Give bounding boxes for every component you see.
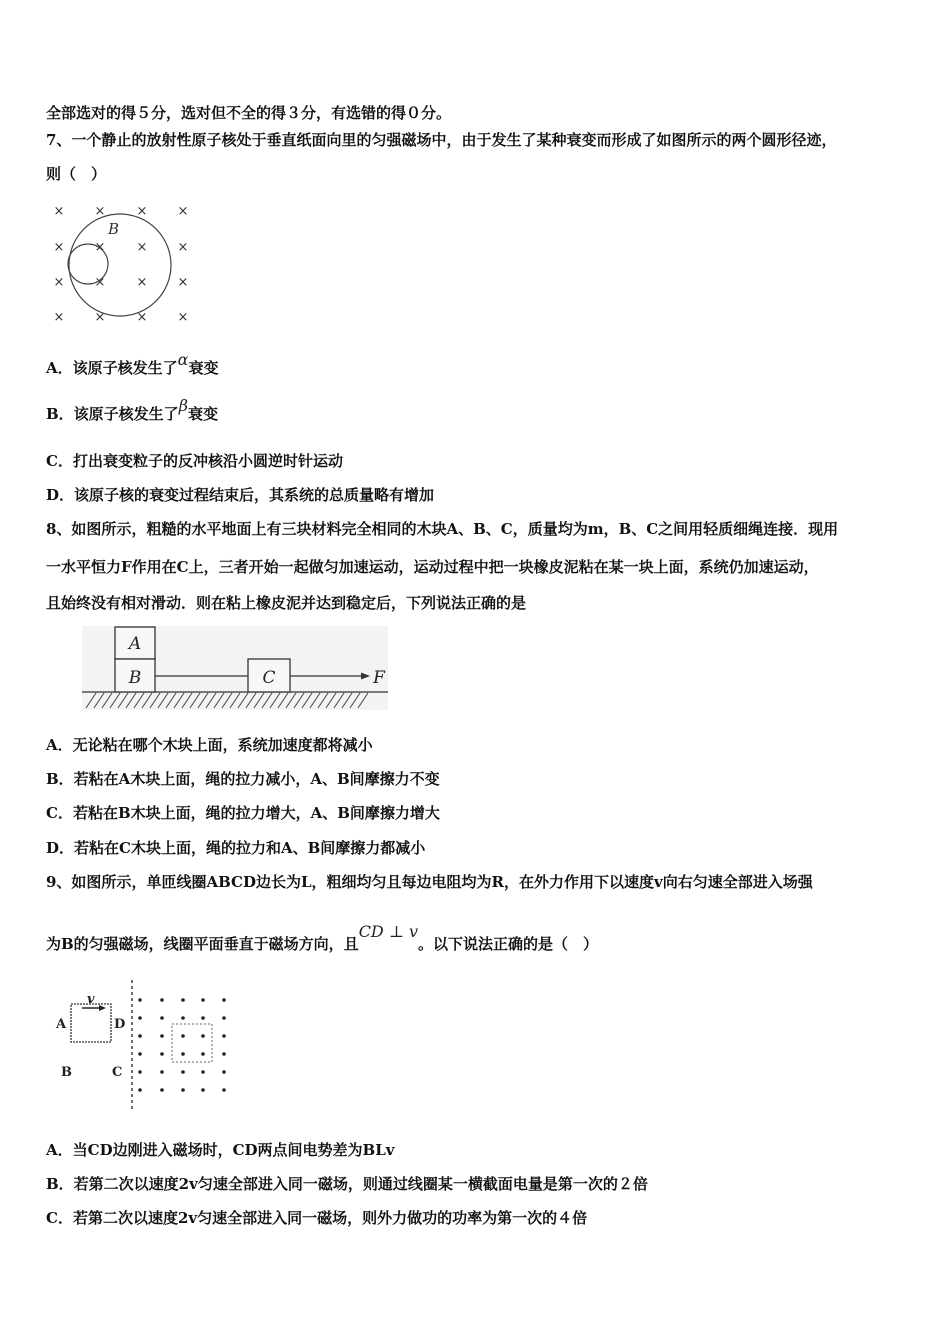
q8-blocks-figure: [82, 626, 388, 710]
q7-option-b: B．该原子核发生了β衰变: [46, 396, 218, 423]
field-label-b: B: [108, 220, 120, 238]
label-a: A: [128, 634, 142, 654]
field-mark: ×: [177, 240, 189, 255]
q9-coil-figure: [55, 978, 235, 1114]
coil-in-field: [172, 1024, 212, 1062]
alpha-symbol: α: [177, 350, 189, 369]
field-mark: ×: [94, 310, 106, 325]
field-mark: ×: [94, 204, 106, 219]
field-mark: ×: [136, 310, 148, 325]
small-track-circle: [68, 244, 108, 284]
q7-magnetic-field-figure: [46, 200, 196, 325]
field-dots: [138, 998, 226, 1092]
q7-stem-line1: 7、一个静止的放射性原子核处于垂直纸面向里的匀强磁场中，由于发生了某种衰变而形成了如图所示的两个圆形径迹，: [46, 131, 837, 149]
field-mark: ×: [177, 275, 189, 290]
label-c: C: [262, 668, 276, 688]
field-mark: ×: [53, 240, 65, 255]
large-track-circle: [69, 214, 171, 316]
field-mark: ×: [177, 204, 189, 219]
q8-option-c: C．若粘在B木块上面，绳的拉力增大，A、B间摩擦力增大: [46, 804, 440, 822]
label-b: B: [61, 1065, 72, 1080]
intro-line: 全部选对的得５分，选对但不全的得３分，有选错的得０分。: [46, 104, 452, 122]
cd-perp-v-formula: CD ⊥ v: [358, 922, 419, 941]
label-b: B: [128, 668, 142, 688]
field-mark: ×: [177, 310, 189, 325]
q7-option-c: C．打出衰变粒子的反冲核沿小圆逆时针运动: [46, 452, 343, 470]
coil-abcd: [71, 1004, 111, 1042]
q8-stem-line3: 且始终没有相对滑动．则在粘上橡皮泥并达到稳定后，下列说法正确的是: [46, 594, 527, 612]
label-a: A: [56, 1017, 67, 1032]
q8-option-d: D．若粘在C木块上面，绳的拉力和A、B间摩擦力都减小: [46, 839, 426, 857]
beta-symbol: β: [178, 396, 188, 415]
field-mark: ×: [136, 275, 148, 290]
q8-option-b: B．若粘在A木块上面，绳的拉力减小，A、B间摩擦力不变: [46, 770, 440, 788]
label-v: v: [87, 992, 95, 1007]
label-f: F: [373, 668, 385, 688]
q7-option-d: D．该原子核的衰变过程结束后，其系统的总质量略有增加: [46, 486, 435, 504]
field-mark: ×: [136, 204, 148, 219]
q9-option-b: B．若第二次以速度2v匀速全部进入同一磁场，则通过线圈某一横截面电量是第一次的２倍: [46, 1175, 648, 1193]
q8-stem-line2: 一水平恒力F作用在C上，三者开始一起做匀加速运动，运动过程中把一块橡皮泥粘在某一块上面，系统仍加速运动，: [46, 558, 819, 576]
field-mark: ×: [53, 310, 65, 325]
field-mark: ×: [53, 275, 65, 290]
q8-option-a: A．无论粘在哪个木块上面，系统加速度都将减小: [46, 736, 373, 754]
field-mark: ×: [136, 240, 148, 255]
q8-stem-line1: 8、如图所示，粗糙的水平地面上有三块材料完全相同的木块A、B、C，质量均为m，B、C之间用轻质细绳连接．现用: [46, 520, 839, 538]
label-d: D: [114, 1017, 126, 1032]
q9-stem-line1: 9、如图所示，单匝线圈ABCD边长为L，粗细均匀且每边电阻均为R，在外力作用下以速度v向右匀速全部进入场强: [46, 873, 813, 891]
q9-option-c: C．若第二次以速度2v匀速全部进入同一磁场，则外力做功的功率为第一次的４倍: [46, 1209, 588, 1227]
q7-option-a: A．该原子核发生了α衰变: [46, 350, 219, 377]
q9-stem-line2: 为B的匀强磁场，线圈平面垂直于磁场方向，且CD ⊥ v。以下说法正确的是（ ）: [46, 922, 599, 953]
field-mark: ×: [94, 240, 106, 255]
label-c: C: [112, 1065, 123, 1080]
q9-option-a: A．当CD边刚进入磁场时，CD两点间电势差为BLv: [46, 1141, 395, 1159]
velocity-arrowhead: [99, 1005, 106, 1011]
field-mark: ×: [53, 204, 65, 219]
q7-stem-line2: 则（ ）: [46, 165, 107, 183]
field-mark: ×: [94, 275, 106, 290]
